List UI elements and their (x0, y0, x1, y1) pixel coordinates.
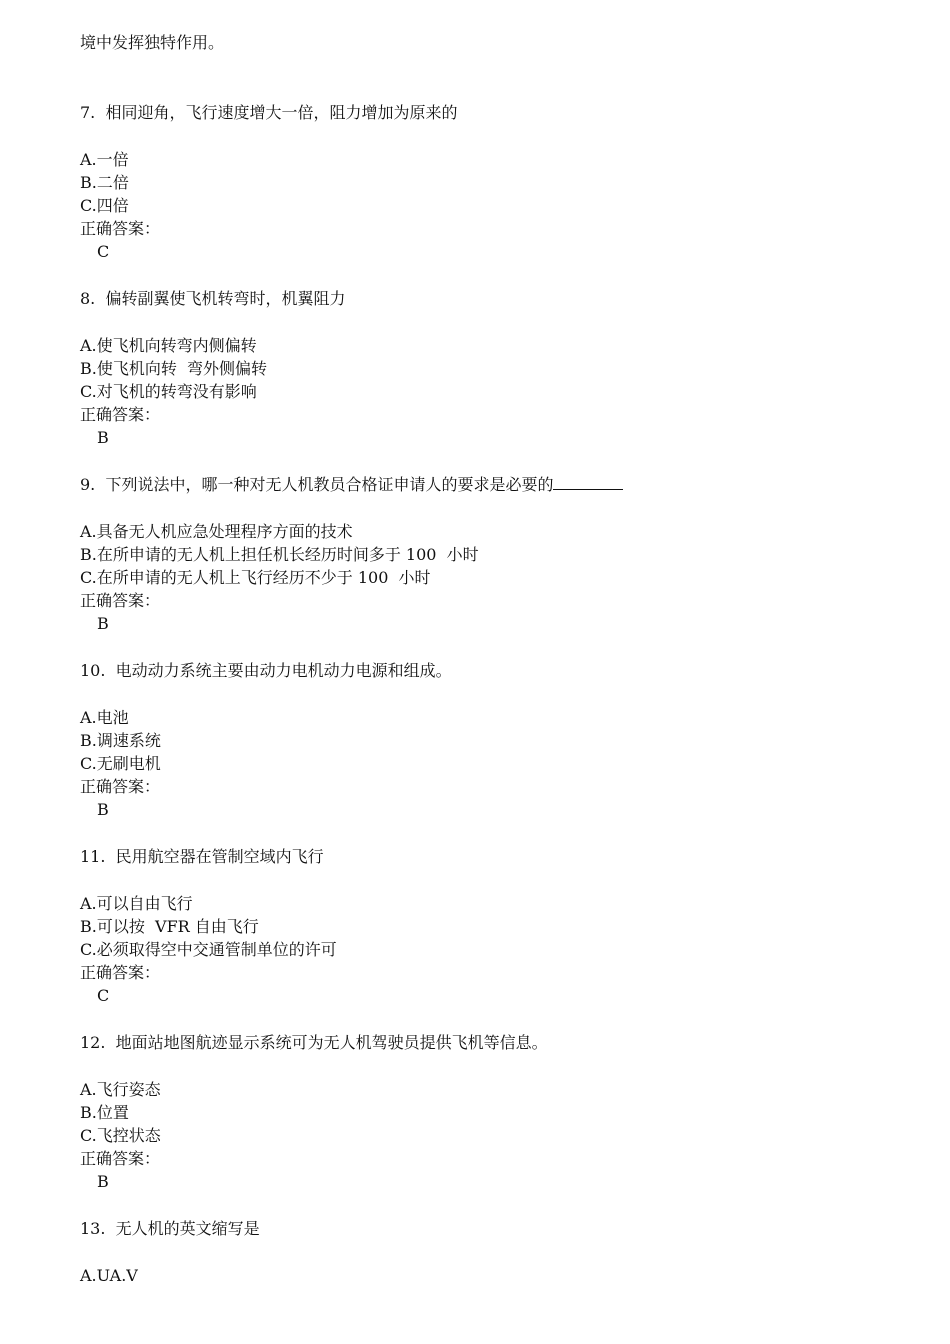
option-c: C.在所申请的无人机上飞行经历不少于 100 小时 (80, 568, 431, 587)
answer-label: 正确答案： (80, 1149, 161, 1168)
option-b: B.位置 (80, 1103, 129, 1122)
option-a: A.一倍 (80, 150, 129, 169)
option-a: A.电池 (80, 708, 129, 727)
question-title (80, 473, 900, 496)
option-a: A.使飞机向转弯内侧偏转 (80, 336, 257, 355)
answer-value: B (97, 614, 109, 633)
option-b: B.可以按 VFR 自由飞行 (80, 917, 259, 936)
question-9 (80, 473, 900, 635)
option-a: A.具备无人机应急处理程序方面的技术 (80, 522, 353, 541)
option-c: C.必须取得空中交通管制单位的许可 (80, 940, 337, 959)
question-11 (80, 845, 900, 1007)
answer-label: 正确答案： (80, 591, 161, 610)
question-title-text: 9. 下列说法中，哪一种对无人机教员合格证申请人的要求是必要的 (80, 475, 554, 494)
answer-value: C (97, 986, 110, 1005)
answer-value: B (97, 800, 109, 819)
option-a: A.飞行姿态 (80, 1080, 161, 1099)
option-c: C.无刷电机 (80, 754, 161, 773)
exam-page (80, 31, 900, 1311)
option-b: B.二倍 (80, 173, 129, 192)
option-c: C.对飞机的转弯没有影响 (80, 382, 257, 401)
option-a: A.UA.V (80, 1266, 138, 1285)
option-b: B.调速系统 (80, 731, 161, 750)
fill-in-blank (553, 473, 623, 490)
answer-label: 正确答案： (80, 777, 161, 796)
question-8 (80, 287, 900, 449)
question-12 (80, 1031, 900, 1193)
question-10 (80, 659, 900, 821)
option-b: B.使飞机向转 弯外侧偏转 (80, 359, 268, 378)
option-c: C.飞控状态 (80, 1126, 161, 1145)
question-13 (80, 1217, 900, 1287)
question-title: 11. 民用航空器在管制空域内飞行 (80, 847, 324, 866)
question-title: 8. 偏转副翼使飞机转弯时，机翼阻力 (80, 289, 346, 308)
answer-label: 正确答案： (80, 405, 161, 424)
answer-label: 正确答案： (80, 219, 161, 238)
answer-value: C (97, 242, 110, 261)
answer-label: 正确答案： (80, 963, 161, 982)
answer-value: B (97, 428, 109, 447)
continuation-text: 境中发挥独特作用。 (80, 33, 225, 52)
option-c: C.四倍 (80, 196, 129, 215)
question-title: 7. 相同迎角，飞行速度增大一倍，阻力增加为原来的 (80, 103, 458, 122)
option-a: A.可以自由飞行 (80, 894, 193, 913)
question-title: 12. 地面站地图航迹显示系统可为无人机驾驶员提供飞机等信息。 (80, 1033, 548, 1052)
question-7 (80, 101, 900, 263)
question-title: 13. 无人机的英文缩写是 (80, 1219, 260, 1238)
question-title: 10. 电动动力系统主要由动力电机动力电源和组成。 (80, 661, 452, 680)
answer-value: B (97, 1172, 109, 1191)
option-b: B.在所申请的无人机上担任机长经历时间多于 100 小时 (80, 545, 479, 564)
